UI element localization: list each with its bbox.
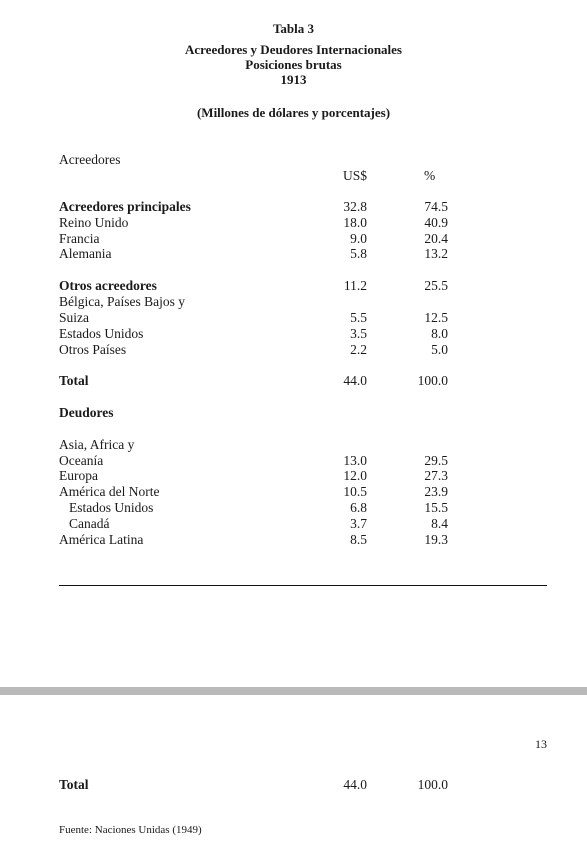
table-row [0, 500, 587, 516]
table-row [0, 468, 587, 484]
row-pct-value: 5.0 [431, 342, 448, 357]
row-pct-value: 19.3 [424, 532, 448, 547]
table-row [0, 437, 587, 453]
column-header-usd: US$ [343, 168, 368, 183]
table-row [0, 231, 587, 247]
row-label: América Latina [59, 532, 144, 547]
row-usd-value: 3.5 [350, 326, 367, 341]
table-row [0, 294, 587, 310]
row-usd-value: 32.8 [343, 199, 367, 214]
table-row [0, 326, 587, 342]
row-label: Total [59, 373, 89, 388]
table-row [0, 199, 587, 215]
total-row [0, 777, 587, 793]
row-pct-value: 15.5 [424, 500, 448, 515]
table-row [0, 516, 587, 532]
row-label: Oceanía [59, 453, 104, 468]
table-row [0, 246, 587, 262]
table-row [0, 310, 587, 326]
row-label: Europa [59, 468, 98, 483]
table-number: Tabla 3 [272, 21, 315, 36]
table-title: Acreedores y Deudores Internacionales [184, 42, 402, 57]
row-label: Otros Países [59, 342, 127, 357]
row-label: Estados Unidos [69, 500, 154, 515]
row-usd-value: 6.8 [350, 500, 367, 515]
row-pct-value: 100.0 [417, 373, 448, 388]
row-usd-value: 13.0 [343, 453, 367, 468]
row-pct-value: 20.4 [424, 231, 448, 246]
row-usd-value: 11.2 [343, 278, 367, 293]
row-label: Asia, Africa y [59, 437, 135, 452]
row-pct-value: 25.5 [424, 278, 448, 293]
row-pct-value: 8.0 [431, 326, 448, 341]
row-pct-value: 100.0 [417, 777, 448, 792]
table-row [0, 278, 587, 294]
row-pct-value: 8.4 [431, 516, 448, 531]
table-year: 1913 [280, 72, 307, 87]
row-usd-value: 10.5 [343, 484, 367, 499]
row-usd-value: 18.0 [343, 215, 367, 230]
row-usd-value: 3.7 [350, 516, 367, 531]
table-row [0, 342, 587, 358]
row-usd-value: 9.0 [350, 231, 367, 246]
row-label: Francia [59, 231, 100, 246]
source-note: Fuente: Naciones Unidas (1949) [59, 824, 202, 836]
row-label: Reino Unido [59, 215, 129, 230]
section-label: Acreedores [59, 152, 121, 167]
row-usd-value: 12.0 [343, 468, 367, 483]
row-label: Bélgica, Países Bajos y [59, 294, 185, 309]
row-label: Total [59, 777, 89, 792]
table-bottom-rule [59, 585, 547, 586]
row-pct-value: 74.5 [424, 199, 448, 214]
row-pct-value: 12.5 [424, 310, 448, 325]
row-pct-value: 13.2 [424, 246, 448, 261]
row-usd-value: 44.0 [343, 373, 367, 388]
section-header-debtors [0, 405, 587, 421]
table-units: (Millones de dólares y porcentajes) [196, 105, 391, 120]
row-usd-value: 5.5 [350, 310, 367, 325]
page-separator [0, 687, 587, 695]
row-pct-value: 40.9 [424, 215, 448, 230]
row-usd-value: 8.5 [350, 532, 367, 547]
total-row [0, 373, 587, 389]
row-label: Alemania [59, 246, 112, 261]
table-row [0, 453, 587, 469]
row-label: Otros acreedores [59, 278, 157, 293]
row-usd-value: 5.8 [350, 246, 367, 261]
table-row [0, 215, 587, 231]
row-pct-value: 27.3 [424, 468, 448, 483]
row-label: Estados Unidos [59, 326, 144, 341]
table-row [0, 484, 587, 500]
table-subtitle: Posiciones brutas [245, 57, 342, 72]
row-pct-value: 29.5 [424, 453, 448, 468]
row-usd-value: 2.2 [350, 342, 367, 357]
section-label: Deudores [59, 405, 114, 420]
row-label: América del Norte [59, 484, 160, 499]
row-label: Canadá [69, 516, 110, 531]
row-usd-value: 44.0 [343, 777, 367, 792]
column-header-pct: % [424, 168, 436, 183]
table-row [0, 532, 587, 548]
page-number: 13 [535, 737, 547, 751]
row-pct-value: 23.9 [424, 484, 448, 499]
row-label: Acreedores principales [59, 199, 191, 214]
section-header-creditors [0, 152, 587, 168]
row-label: Suiza [59, 310, 89, 325]
